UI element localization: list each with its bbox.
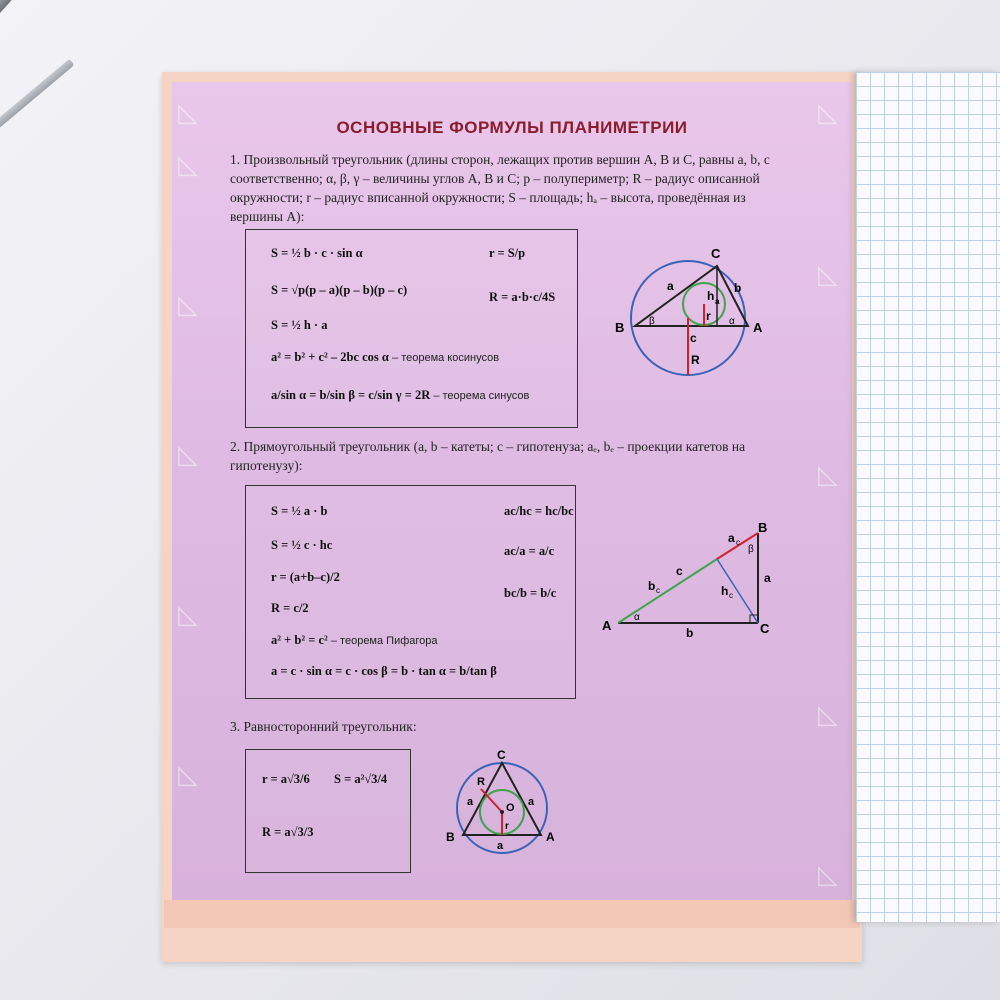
formula-projection-ratio-2: ac/a = a/c: [504, 544, 555, 558]
angle-beta-label: β: [748, 544, 754, 555]
side-a-right-label: a: [528, 796, 535, 808]
circumradius-label: R: [691, 353, 700, 367]
formula-equilateral-circumradius: R = a√3/3: [262, 825, 314, 839]
formula-circumradius: R = a·b·c/4S: [489, 290, 556, 304]
vertex-A-label: A: [602, 618, 612, 633]
projection-bc-line: [618, 559, 717, 623]
triangle-ruler-icon: ◺: [818, 860, 838, 890]
right-triangle-diagram: [600, 520, 785, 645]
center-O-label: O: [506, 802, 515, 814]
formula-equilateral-area: S = a²√3/4: [334, 772, 388, 786]
triangle-ruler-icon: ◺: [178, 440, 198, 470]
formula-cosine-law: a² = b² + c² – 2bc cos α – теорема косинусов: [271, 350, 500, 364]
triangle-ruler-icon: ◺: [178, 150, 198, 180]
cover-bottom-band: [164, 900, 860, 928]
side-c-label: c: [676, 564, 683, 578]
vertex-B-label: B: [615, 320, 625, 335]
side-a-bottom-label: a: [497, 840, 504, 852]
inradius-label: r: [505, 821, 509, 832]
side-a-label: a: [764, 571, 771, 585]
height-hc-subscript: c: [729, 591, 733, 600]
formula-area-sine: S = ½ b · c · sin α: [271, 246, 363, 260]
section3-description: 3. Равносторонний треугольник:: [230, 719, 417, 734]
side-a-left-label: a: [467, 796, 474, 808]
angle-alpha-label: α: [729, 316, 735, 327]
center-point: [500, 810, 504, 814]
vertex-C-label: C: [711, 246, 721, 261]
formula-right-inradius: r = (a+b–c)/2: [271, 570, 340, 584]
height-subscript: a: [715, 297, 720, 306]
inradius-label: r: [706, 309, 711, 323]
formula-area-height: S = ½ h · a: [271, 318, 328, 332]
formula-area-heron: S = √p(p – a)(p – b)(p – c): [271, 283, 408, 297]
section1-formula-box: [245, 229, 578, 428]
formula-projection-ratio-3: bc/b = b/c: [504, 586, 557, 600]
height-label: h: [707, 289, 715, 303]
side-b-label: b: [686, 626, 694, 640]
vertex-A-label: A: [546, 830, 555, 844]
triangle-ruler-icon: ◺: [178, 98, 198, 128]
formula-right-relations: a = c · sin α = c · cos β = b · tan α = b/tan β: [271, 664, 497, 678]
angle-beta-label: β: [649, 316, 655, 327]
formula-inradius: r = S/p: [489, 246, 526, 260]
height-hc-label: h: [721, 584, 729, 598]
projection-bc-subscript: c: [656, 586, 660, 595]
formula-right-circumradius: R = c/2: [271, 601, 309, 615]
section2-formula-box: [245, 485, 576, 699]
arbitrary-triangle-diagram: [605, 240, 780, 390]
angle-alpha-label: α: [634, 612, 640, 623]
formula-right-area-height: S = ½ c · hc: [271, 538, 333, 552]
vertex-C-label: C: [760, 621, 770, 636]
graph-paper-page: [856, 72, 1000, 922]
page-title: ОСНОВНЫЕ ФОРМУЛЫ ПЛАНИМЕТРИИ: [336, 118, 688, 137]
vertex-B-label: B: [758, 520, 768, 535]
vertex-C-label: C: [497, 748, 506, 762]
formula-right-area: S = ½ a · b: [271, 504, 328, 518]
triangle-ruler-icon: ◺: [178, 600, 198, 630]
formula-pythagoras: a² + b² = c² – теорема Пифагора: [271, 633, 438, 647]
triangle-ruler-icon: ◺: [178, 760, 198, 790]
triangle-ruler-icon: ◺: [818, 98, 838, 128]
vertex-B-label: B: [446, 830, 455, 844]
projection-bc-label: b: [648, 579, 656, 593]
section3-formula-box: [245, 749, 411, 873]
formula-sine-law: a/sin α = b/sin β = c/sin γ = 2R – теорема синусов: [271, 388, 530, 402]
formula-equilateral-inradius: r = a√3/6: [262, 772, 310, 786]
formula-projection-ratio-1: ac/hc = hc/bc: [504, 504, 574, 518]
triangle-ruler-icon: ◺: [818, 460, 838, 490]
equilateral-triangle-diagram: [440, 745, 565, 860]
triangle-ruler-icon: ◺: [818, 700, 838, 730]
section2-description: 2. Прямоугольный треугольник (a, b – катеты; c – гипотенуза; aₑ, bₑ – проекции катетов на гипотенузу):: [230, 439, 746, 473]
projection-ac-label: a: [728, 531, 735, 545]
triangle-ruler-icon: ◺: [818, 260, 838, 290]
triangle-ruler-icon: ◺: [178, 290, 198, 320]
circumradius-label: R: [477, 776, 485, 788]
projection-ac-subscript: c: [736, 538, 740, 547]
side-b-label: b: [734, 281, 742, 295]
vertex-A-label: A: [753, 320, 763, 335]
section1-description: 1. Произвольный треугольник (длины сторон, лежащих против вершин A, B и C, равны a, b, c соответственно; α, β, γ – величины углов A, B и C; p – полупериметр; R – радиус описанной окружности; r – радиус вписанной окружности; S – площадь; hₐ – высота, проведённая из вершины A):: [230, 152, 770, 224]
side-a-label: a: [667, 279, 674, 293]
side-c-label: c: [690, 331, 697, 345]
